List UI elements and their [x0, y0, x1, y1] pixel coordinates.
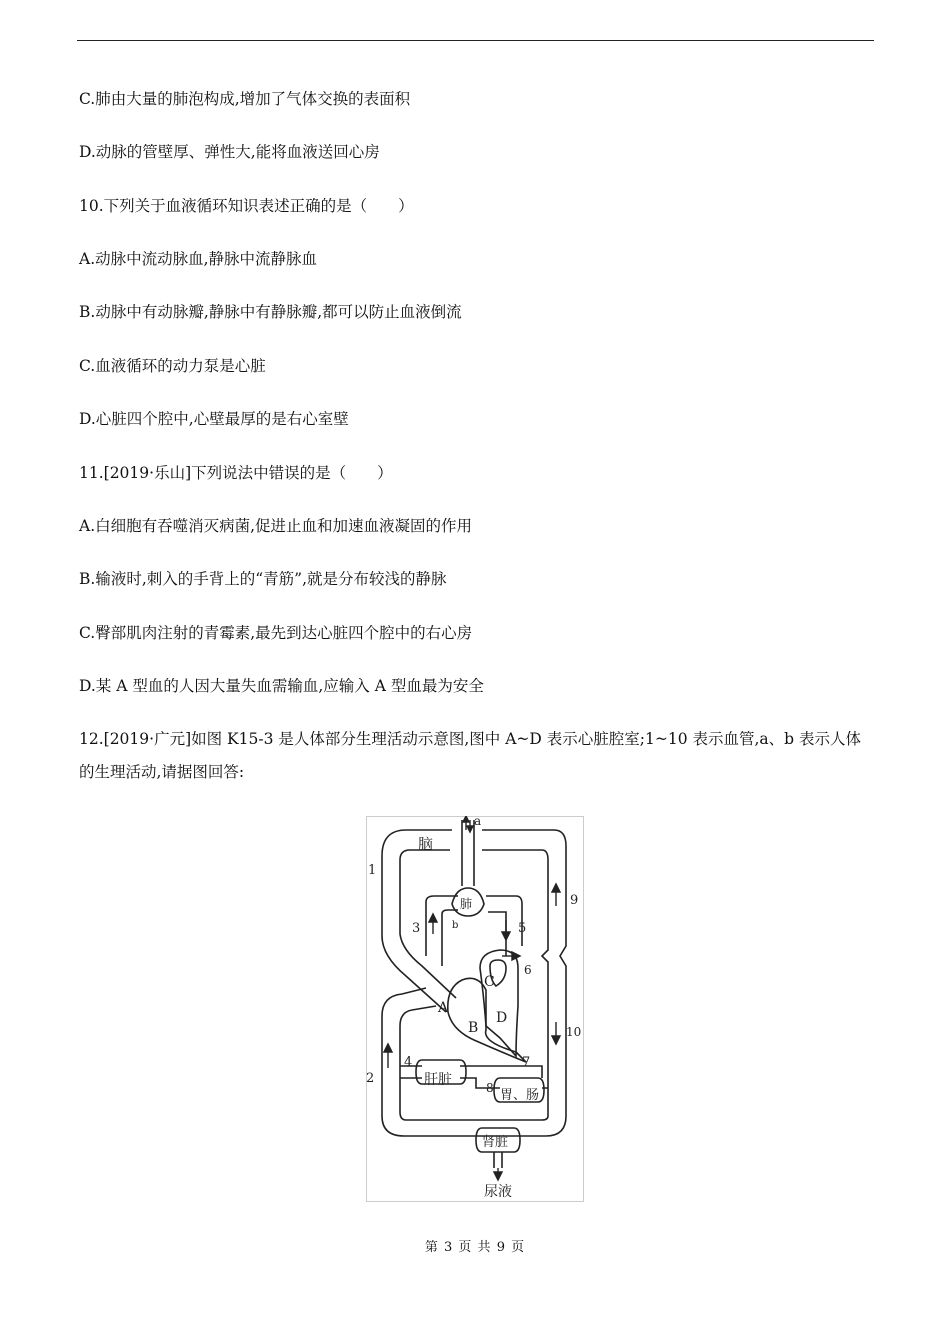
label-vessel-6: 6 — [524, 963, 532, 977]
label-vessel-2: 2 — [366, 1071, 375, 1086]
label-vessel-7: 7 — [522, 1055, 531, 1070]
label-chamber-d: D — [496, 1010, 508, 1026]
option-9c: C.肺由大量的肺泡构成,增加了气体交换的表面积 — [79, 90, 411, 108]
option-11b: B.输液时,刺入的手背上的“青筋”,就是分布较浅的静脉 — [79, 570, 447, 588]
option-11a: A.白细胞有吞噬消灭病菌,促进止血和加速血液凝固的作用 — [79, 517, 473, 535]
option-11c: C.臀部肌肉注射的青霉素,最先到达心脏四个腔中的右心房 — [79, 624, 473, 642]
label-vessel-4: 4 — [404, 1055, 413, 1070]
question-10: 10.下列关于血液循环知识表述正确的是（ ） — [79, 197, 414, 215]
label-vessel-8: 8 — [486, 1081, 494, 1095]
label-kidney: 肾脏 — [482, 1135, 509, 1150]
label-lung: 肺 — [460, 897, 473, 911]
option-10a: A.动脉中流动脉血,静脉中流静脉血 — [79, 250, 318, 268]
label-stomach-intestine: 胃、肠 — [500, 1088, 540, 1103]
option-9d: D.动脉的管壁厚、弹性大,能将血液送回心房 — [79, 143, 380, 161]
label-urine: 尿液 — [484, 1184, 512, 1200]
label-activity-b: b — [452, 920, 459, 931]
label-chamber-b: B — [468, 1020, 479, 1036]
label-vessel-1: 1 — [368, 863, 377, 878]
label-vessel-9: 9 — [570, 893, 579, 908]
label-vessel-5: 5 — [518, 921, 527, 936]
label-liver: 肝脏 — [424, 1072, 452, 1088]
label-activity-a: a — [474, 816, 482, 828]
option-10b: B.动脉中有动脉瓣,静脉中有静脉瓣,都可以防止血液倒流 — [79, 303, 462, 321]
option-10c: C.血液循环的动力泵是心脏 — [79, 357, 266, 375]
option-10d: D.心脏四个腔中,心壁最厚的是右心室壁 — [79, 410, 349, 428]
option-11d: D.某 A 型血的人因大量失血需输血,应输入 A 型血最为安全 — [79, 677, 484, 695]
label-chamber-a: A — [438, 1000, 449, 1016]
label-chamber-c: C — [484, 974, 495, 990]
label-brain: 脑 — [418, 835, 434, 853]
question-12: 12.[2019·广元]如图 K15-3 是人体部分生理活动示意图,图中 A~D 表示心脏腔室;1~10 表示血管,a、b 表示人体的生理活动,请据图回答: — [79, 730, 862, 781]
question-11: 11.[2019·乐山]下列说法中错误的是（ ） — [79, 464, 393, 482]
circulation-svg — [366, 816, 586, 1204]
label-vessel-3: 3 — [412, 921, 421, 936]
label-vessel-10: 10 — [566, 1025, 582, 1039]
circulation-diagram — [366, 816, 586, 1204]
page-footer: 第 3 页 共 9 页 — [424, 1240, 526, 1255]
header-rule — [77, 40, 874, 41]
